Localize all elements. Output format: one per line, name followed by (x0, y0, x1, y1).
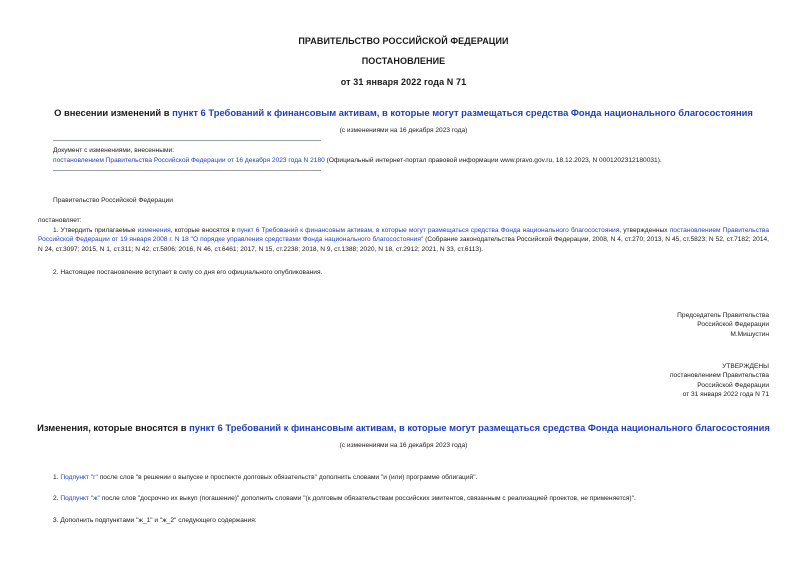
annex-amended-note: (с изменениями на 16 декабря 2023 года) (339, 442, 468, 449)
document-type-heading: ПОСТАНОВЛЕНИЕ (361, 56, 446, 66)
annex-item-2-num: 2. (53, 495, 61, 502)
document-title (0, 107, 807, 118)
annex-item-1 (53, 473, 773, 482)
changes-link[interactable]: постановлением Правительства Российской Федерации от 16 декабря 2023 года N 2180 (53, 157, 325, 164)
approved-line-1: УТВЕРЖДЕНЫ (722, 363, 769, 370)
annex-item-1-text: после слов "в решении о выпуске и проспекте долговых обязательств" дополнить словами "и (или) программе облигаций". (97, 474, 478, 481)
p1-text-c: , утвержденных (619, 227, 670, 234)
approved-block (469, 362, 769, 399)
annex-title-prefix: Изменения, которые вносятся в (37, 422, 190, 433)
signature-line-2: Российской Федерации (697, 321, 769, 329)
title-link[interactable]: пункт 6 Требований к финансовым активам, в которые могут размещаться средства Фонда национального благосостояния (172, 107, 753, 118)
approved-line-4: от 31 января 2022 года N 71 (682, 390, 769, 398)
p1-link-point6[interactable]: пункт 6 Требований к финансовым активам, в которые могут размещаться средства Фонда национального благосостояния (237, 227, 620, 234)
p1-text-b: , которые вносятся в (170, 227, 238, 234)
title-prefix: О внесении изменений в (54, 107, 173, 118)
p1-text-a: 1. Утвердить прилагаемые (53, 227, 138, 234)
approved-line-3: Российской Федерации (697, 381, 769, 389)
document-date-number: от 31 января 2022 года N 71 (340, 77, 467, 87)
amended-note: (с изменениями на 16 декабря 2023 года) (339, 127, 468, 134)
divider-top (53, 140, 321, 141)
decrees-text: постановляет: (38, 217, 82, 224)
annex-title (0, 422, 807, 433)
annex-item-2 (53, 494, 773, 503)
annex-item-2-text: после слов "досрочно их выкуп (погашение)" дополнить словами "(к долговым обязательствам российских эмитентов, связанным с реализацией проектов, не применяется)". (99, 495, 636, 502)
government-heading: ПРАВИТЕЛЬСТВО РОССИЙСКОЙ ФЕДЕРАЦИИ (298, 36, 509, 46)
annex-item-2-link[interactable]: Подпункт "ж" (60, 495, 100, 502)
approved-line-2: постановлением Правительства (669, 372, 769, 380)
paragraph-2: 2. Настоящее постановление вступает в силу со дня его официального опубликования. (53, 269, 323, 276)
changes-label: Документ с изменениями, внесенными: (53, 147, 175, 154)
p1-link-decree18[interactable]: постановлением Правительства Российской Федерации от 19 января 2008 г. N 18 "О порядке управления средствами Фонда национального благосостояния" (38, 227, 769, 244)
annex-item-1-link[interactable]: Подпункт "г" (60, 474, 98, 481)
p1-text-d: (Собрание законодательства Российской Федерации, 2008, N 4, ст.270; 2013, N 45, ст.5823; N 52, ст.7182; 2014, N 24, ст.3097; 2015, N 1, ст.311; N 42, ст.5806; 2016, N 46, ст.6461; 2017, N 15, ст.2238; 2018, N 9, ст.1388; 2020, N 18, ст.2912; 2021, N 33, ст.6113). (38, 236, 769, 253)
changes-reference (53, 156, 773, 165)
divider-bottom (53, 170, 321, 171)
annex-item-1-num: 1. (53, 474, 61, 481)
changes-rest: (Официальный интернет-портал правовой информации www.pravo.gov.ru, 18.12.2023, N 0001202312180031). (324, 157, 662, 164)
paragraph-1 (38, 226, 769, 254)
issuer-text: Правительство Российской Федерации (53, 197, 173, 204)
annex-item-3: 3. Дополнить подпунктами "ж_1" и "ж_2" следующего содержания: (53, 517, 257, 524)
signature-block (469, 311, 769, 339)
annex-title-link[interactable]: пункт 6 Требований к финансовым активам, в которые могут размещаться средства Фонда национального благосостояния (189, 422, 770, 433)
signature-line-3: М.Мишустин (730, 330, 769, 338)
p1-link-changes[interactable]: изменения (137, 227, 171, 234)
signature-line-1: Председатель Правительства (677, 312, 769, 319)
